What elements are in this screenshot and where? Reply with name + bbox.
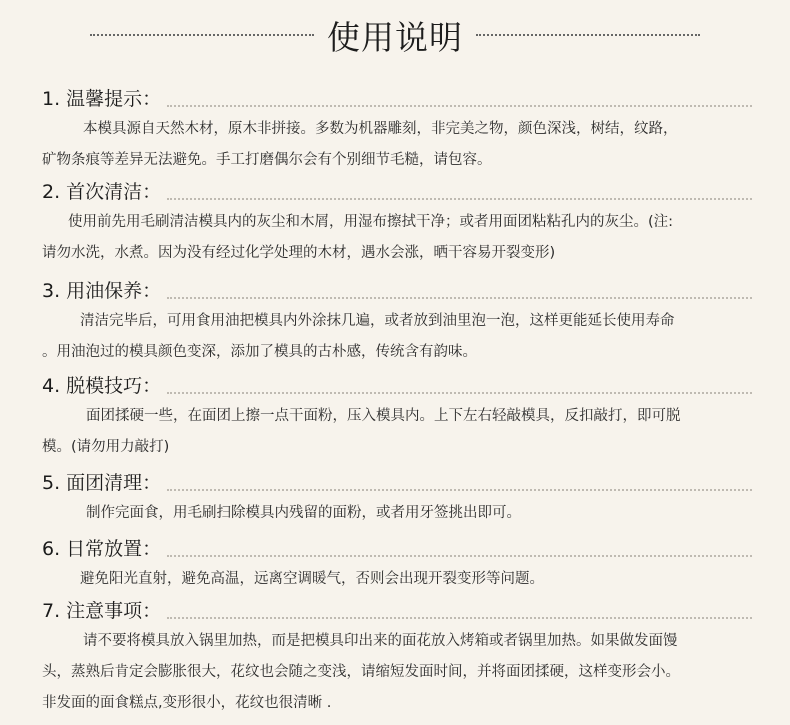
- body-line: 矿物条痕等差异无法避免。手工打磨偶尔会有个别细节毛糙，请包容。: [42, 152, 492, 168]
- body-line: 模。(请勿用力敲打): [42, 439, 170, 455]
- body-line: 头，蒸熟后肯定会膨胀很大，花纹也会随之变浅，请缩短发面时间，并将面团揉硬，这样变形会小。: [42, 664, 680, 680]
- heading-dotted-rule: [167, 105, 752, 107]
- section-body: [42, 114, 752, 176]
- section-heading: 3. 用油保养：: [42, 280, 162, 302]
- title-row: [0, 12, 790, 60]
- section-body: [42, 498, 752, 529]
- title-divider-left: [90, 34, 314, 36]
- section-heading-row: [42, 274, 752, 304]
- section-daily-storage: [42, 532, 752, 595]
- section-dough-cleanup: [42, 466, 752, 529]
- body-line: 非发面的面食糕点,变形很小，花纹也很清晰 .: [42, 695, 332, 711]
- section-heading-row: [42, 369, 752, 399]
- body-line: 本模具源自天然木材，原木非拼接。多数为机器雕刻，非完美之物，颜色深浅，树结，纹路，: [83, 121, 678, 137]
- body-line: 请不要将模具放入锅里加热，而是把模具印出来的面花放入烤箱或者锅里加热。如果做发面馒: [83, 633, 678, 649]
- body-line: 制作完面食，用毛刷扫除模具内残留的面粉，或者用牙签挑出即可。: [86, 505, 521, 521]
- body-line: 请勿水洗，水煮。因为没有经过化学处理的木材，遇水会涨，晒干容易开裂变形): [42, 245, 556, 261]
- section-heading: 7. 注意事项：: [42, 600, 162, 622]
- section-heading: 6. 日常放置：: [42, 538, 162, 560]
- section-heading-row: [42, 466, 752, 496]
- section-first-clean: [42, 175, 752, 269]
- section-body: [42, 626, 752, 719]
- section-body: [42, 207, 752, 269]
- section-heading: 2. 首次清洁：: [42, 181, 162, 203]
- body-line: 避免阳光直射，避免高温，远离空调暖气，否则会出现开裂变形等问题。: [80, 571, 544, 587]
- body-line: 面团揉硬一些，在面团上擦一点干面粉，压入模具内。上下左右轻敲模具，反扣敲打，即可脱: [86, 408, 681, 424]
- heading-dotted-rule: [167, 489, 752, 491]
- section-heading-row: [42, 82, 752, 112]
- section-oil-care: [42, 274, 752, 368]
- section-heading: 5. 面团清理：: [42, 472, 162, 494]
- title-divider-right: [476, 34, 700, 36]
- section-heading-row: [42, 532, 752, 562]
- section-precautions: [42, 594, 752, 719]
- page-title: 使用说明: [327, 18, 463, 57]
- body-line: 清洁完毕后，可用食用油把模具内外涂抹几遍，或者放到油里泡一泡，这样更能延长使用寿命: [80, 313, 675, 329]
- section-heading: 1. 温馨提示：: [42, 88, 162, 110]
- section-heading-row: [42, 175, 752, 205]
- heading-dotted-rule: [167, 617, 752, 619]
- heading-dotted-rule: [167, 555, 752, 557]
- body-line: 使用前先用毛刷清洁模具内的灰尘和木屑，用湿布擦拭干净；或者用面团粘粘孔内的灰尘。(注:: [68, 214, 674, 230]
- section-heading: 4. 脱模技巧：: [42, 375, 162, 397]
- section-heading-row: [42, 594, 752, 624]
- heading-dotted-rule: [167, 297, 752, 299]
- body-line: 。用油泡过的模具颜色变深，添加了模具的古朴感，传统含有韵味。: [42, 344, 477, 360]
- section-body: [42, 564, 752, 595]
- section-body: [42, 306, 752, 368]
- section-tips: [42, 82, 752, 176]
- section-body: [42, 401, 752, 463]
- heading-dotted-rule: [167, 198, 752, 200]
- section-demold-tips: [42, 369, 752, 463]
- heading-dotted-rule: [167, 392, 752, 394]
